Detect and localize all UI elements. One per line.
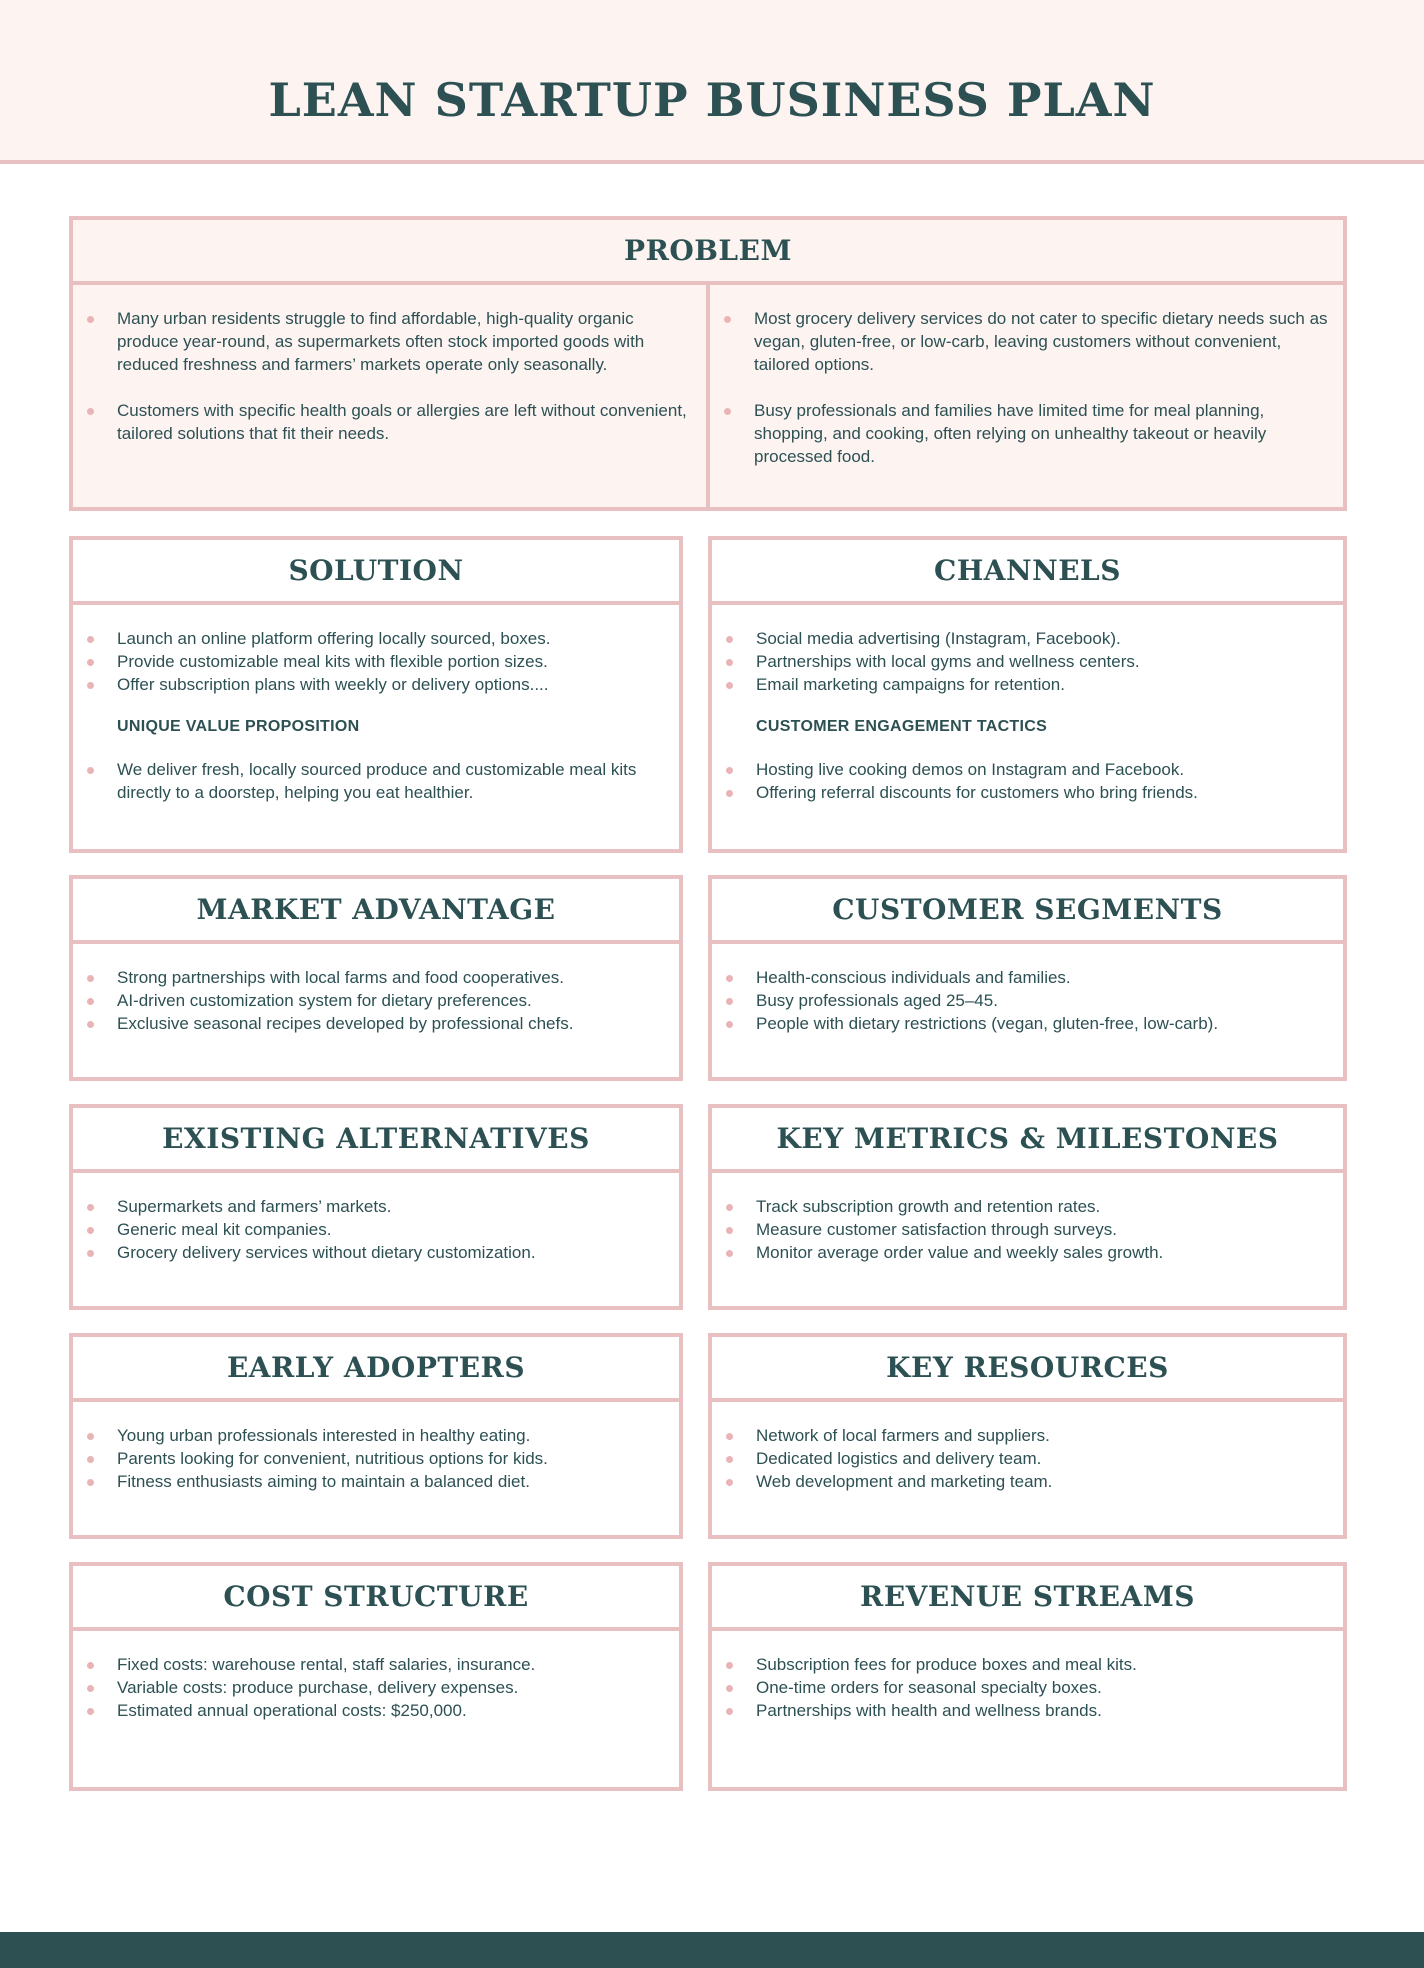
key-resources-header	[712, 1337, 1343, 1402]
list-item: Many urban residents struggle to find affordable, high-quality organic produce year-round, as supermarkets often stock imported goods with reduced freshness and farmers’ markets operate only seasonally.	[87, 307, 692, 376]
problem-title: PROBLEM	[624, 234, 792, 267]
list-item: Partnerships with health and wellness brands.	[726, 1699, 1329, 1722]
market-advantage-header	[73, 879, 679, 944]
existing-alternatives-title: EXISTING ALTERNATIVES	[162, 1122, 590, 1155]
list-item: People with dietary restrictions (vegan, gluten-free, low-carb).	[726, 1012, 1329, 1035]
problem-header	[73, 220, 1343, 285]
cost-structure-card	[69, 1562, 683, 1791]
problem-left-column	[73, 285, 706, 507]
list-item: Email marketing campaigns for retention.	[726, 673, 1329, 696]
list-item: Parents looking for convenient, nutritious options for kids.	[87, 1447, 665, 1470]
list-item: AI-driven customization system for dietary preferences.	[87, 989, 665, 1012]
problem-card	[69, 216, 1347, 511]
early-adopters-header	[73, 1337, 679, 1402]
revenue-streams-title: REVENUE STREAMS	[860, 1580, 1195, 1613]
list-item: Exclusive seasonal recipes developed by professional chefs.	[87, 1012, 665, 1035]
list-item: Web development and marketing team.	[726, 1470, 1329, 1493]
solution-card	[69, 536, 683, 853]
list-item: Health-conscious individuals and families.	[726, 966, 1329, 989]
cost-structure-title: COST STRUCTURE	[223, 1580, 529, 1613]
list-item: Launch an online platform offering locally sourced, boxes.	[87, 627, 665, 650]
channels-title: CHANNELS	[934, 554, 1121, 587]
list-item: Grocery delivery services without dietary customization.	[87, 1241, 665, 1264]
revenue-streams-header	[712, 1566, 1343, 1631]
list-item: Hosting live cooking demos on Instagram and Facebook.	[726, 758, 1329, 781]
key-resources-title: KEY RESOURCES	[886, 1351, 1169, 1384]
list-item: Customers with specific health goals or allergies are left without convenient, tailored solutions that fit their needs.	[87, 399, 692, 445]
channels-card	[708, 536, 1347, 853]
list-item: Social media advertising (Instagram, Facebook).	[726, 627, 1329, 650]
list-item: Dedicated logistics and delivery team.	[726, 1447, 1329, 1470]
early-adopters-title: EARLY ADOPTERS	[226, 1351, 526, 1384]
list-item: Offer subscription plans with weekly or delivery options....	[87, 673, 665, 696]
list-item: Partnerships with local gyms and wellness centers.	[726, 650, 1329, 673]
market-advantage-title: MARKET ADVANTAGE	[196, 893, 556, 926]
list-item: Busy professionals aged 25–45.	[726, 989, 1329, 1012]
customer-engagement-heading: CUSTOMER ENGAGEMENT TACTICS	[756, 718, 1048, 735]
early-adopters-card	[69, 1333, 683, 1539]
list-item: Subscription fees for produce boxes and meal kits.	[726, 1653, 1329, 1676]
channels-header	[712, 540, 1343, 605]
key-metrics-title: KEY METRICS & MILESTONES	[776, 1122, 1279, 1155]
revenue-streams-card	[708, 1562, 1347, 1791]
list-item: Young urban professionals interested in healthy eating.	[87, 1424, 665, 1447]
customer-segments-card	[708, 875, 1347, 1081]
key-resources-card	[708, 1333, 1347, 1539]
list-item: Busy professionals and families have limited time for meal planning, shopping, and cooking, often relying on unhealthy takeout or heavily processed food.	[724, 399, 1329, 468]
list-item: One-time orders for seasonal specialty boxes.	[726, 1676, 1329, 1699]
key-metrics-card	[708, 1104, 1347, 1310]
unique-value-proposition-heading: UNIQUE VALUE PROPOSITION	[117, 718, 360, 735]
list-item: Track subscription growth and retention rates.	[726, 1195, 1329, 1218]
customer-segments-header	[712, 879, 1343, 944]
list-item: Generic meal kit companies.	[87, 1218, 665, 1241]
list-item: Measure customer satisfaction through surveys.	[726, 1218, 1329, 1241]
solution-title: SOLUTION	[288, 554, 464, 587]
problem-right-column	[706, 285, 1343, 507]
page-header	[0, 0, 1424, 164]
list-item: Strong partnerships with local farms and food cooperatives.	[87, 966, 665, 989]
list-item: Fitness enthusiasts aiming to maintain a balanced diet.	[87, 1470, 665, 1493]
market-advantage-card	[69, 875, 683, 1081]
solution-header	[73, 540, 679, 605]
page-title: LEAN STARTUP BUSINESS PLAN	[268, 73, 1156, 127]
list-item: Variable costs: produce purchase, delivery expenses.	[87, 1676, 665, 1699]
list-item: Estimated annual operational costs: $250,000.	[87, 1699, 665, 1722]
list-item: Offering referral discounts for customers who bring friends.	[726, 781, 1329, 804]
existing-alternatives-header	[73, 1108, 679, 1173]
list-item: Fixed costs: warehouse rental, staff salaries, insurance.	[87, 1653, 665, 1676]
list-item: Monitor average order value and weekly sales growth.	[726, 1241, 1329, 1264]
customer-segments-title: CUSTOMER SEGMENTS	[832, 893, 1223, 926]
list-item: Network of local farmers and suppliers.	[726, 1424, 1329, 1447]
cost-structure-header	[73, 1566, 679, 1631]
list-item: Provide customizable meal kits with flexible portion sizes.	[87, 650, 665, 673]
key-metrics-header	[712, 1108, 1343, 1173]
list-item: Supermarkets and farmers’ markets.	[87, 1195, 665, 1218]
list-item: We deliver fresh, locally sourced produce and customizable meal kits directly to a doorstep, helping you eat healthier.	[87, 758, 665, 804]
list-item: Most grocery delivery services do not cater to specific dietary needs such as vegan, gluten-free, or low-carb, leaving customers without convenient, tailored options.	[724, 307, 1329, 376]
footer-bar	[0, 1932, 1424, 1968]
existing-alternatives-card	[69, 1104, 683, 1310]
